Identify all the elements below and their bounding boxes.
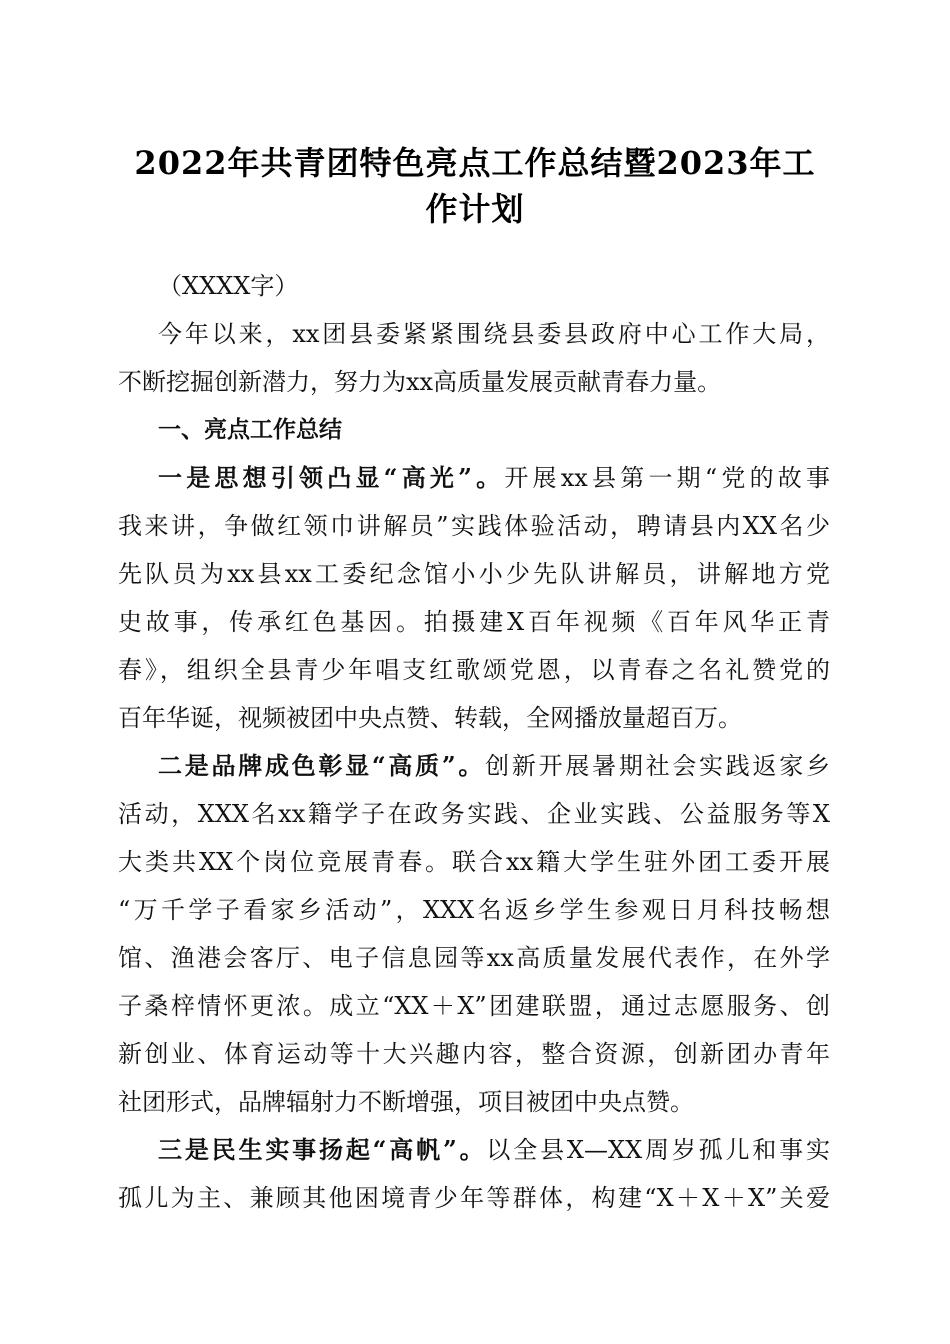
intro-line: 今年以来，xx团县委紧紧围绕县委县政府中心工作大局， — [158, 320, 830, 348]
paragraph-1-lead: 一是思想引领凸显“高光”。 — [158, 463, 505, 492]
paragraph-2-lead: 二是品牌成色彰显“高质”。 — [158, 751, 486, 780]
paragraph-3-text: 以全县X—XX周岁孤儿和事实 — [486, 1136, 830, 1164]
paragraph-3-line — [118, 1126, 830, 1174]
paragraph-1-line: 先队员为xx县xx工委纪念馆小小少先队讲解员，讲解地方党 — [118, 560, 830, 588]
paragraph-1-line: 史故事，传承红色基因。拍摄建X百年视频《百年风华正青 — [118, 608, 830, 636]
paragraph-2-line: 子桑梓情怀更浓。成立“XX＋X”团建联盟，通过志愿服务、创 — [118, 992, 830, 1020]
intro-line: 不断挖掘创新潜力，努力为xx高质量发展贡献青春力量。 — [118, 368, 722, 396]
paragraph-2-text: 创新开展暑期社会实践返家乡 — [485, 752, 830, 780]
title-line-2: 作计划 — [425, 190, 525, 228]
document-title — [110, 140, 840, 232]
paragraph-3-line: 孤儿为主、兼顾其他困境青少年等群体，构建“X＋X＋X”关爱 — [118, 1184, 830, 1212]
paragraph-2-line: 馆、渔港会客厅、电子信息园等xx高质量发展代表作，在外学 — [118, 944, 830, 972]
word-count-note: （XXXX字） — [158, 272, 299, 300]
paragraph-2-line: 活动，XXX名xx籍学子在政务实践、企业实践、公益服务等X — [118, 800, 830, 828]
paragraph-2-line: 大类共XX个岗位竞展青春。联合xx籍大学生驻外团工委开展 — [118, 848, 830, 876]
paragraph-2-line: “万千学子看家乡活动”，XXX名返乡学生参观日月科技畅想 — [118, 896, 830, 924]
paragraph-2-line: 社团形式，品牌辐射力不断增强，项目被团中央点赞。 — [118, 1088, 694, 1116]
document-body — [118, 262, 830, 1222]
section-heading: 一、亮点工作总结 — [158, 417, 342, 443]
paragraph-1-line — [118, 454, 830, 502]
paragraph-1-line: 我来讲，争做红领巾讲解员”实践体验活动，聘请县内XX名少 — [118, 512, 830, 540]
paragraph-2-line: 新创业、体育运动等十大兴趣内容，整合资源，创新团办青年 — [118, 1040, 830, 1068]
paragraph-1-line: 百年华诞，视频被团中央点赞、转载，全网播放量超百万。 — [118, 704, 742, 732]
paragraph-3-lead: 三是民生实事扬起“高帆”。 — [158, 1135, 487, 1164]
paragraph-2-line — [118, 742, 830, 790]
paragraph-1-line: 春》，组织全县青少年唱支红歌颂党恩，以青春之名礼赞党的 — [118, 656, 830, 684]
title-line-1: 2022年共青团特色亮点工作总结暨2023年工 — [134, 144, 816, 182]
paragraph-1-text: 开展xx县第一期“党的故事 — [504, 464, 830, 492]
